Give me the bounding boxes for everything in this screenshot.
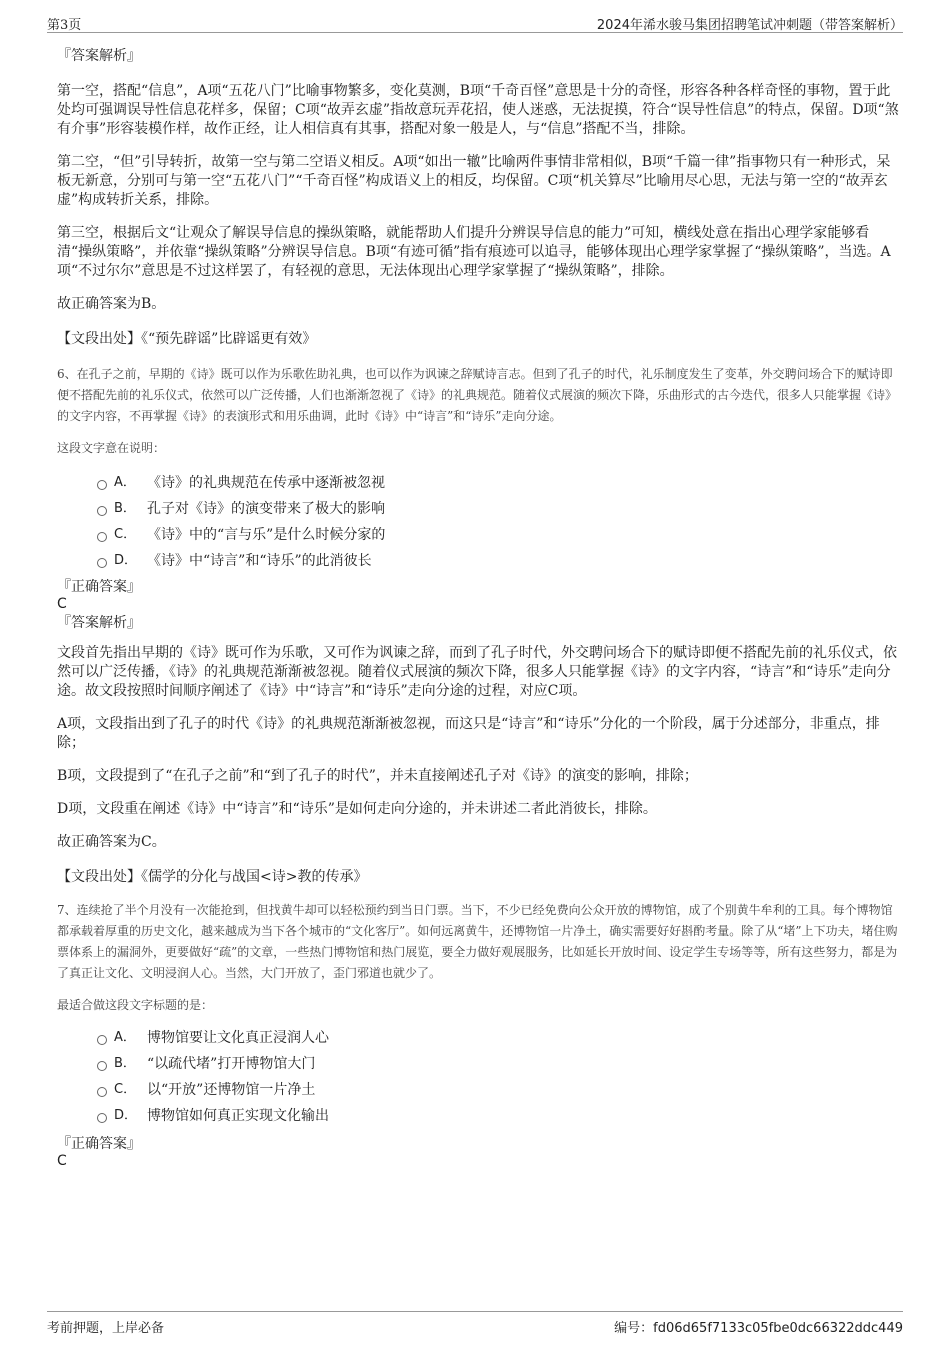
q5-conclusion: 故正确答案为B。 bbox=[57, 296, 166, 312]
option-text: 《诗》中的“言与乐”是什么时候分家的 bbox=[147, 527, 386, 543]
radio-icon[interactable] bbox=[97, 506, 107, 516]
option-letter: C． bbox=[114, 527, 137, 542]
q6-analysis-p3: B项，文段提到了“在孔子之前”和“到了孔子的时代”，并未直接阐述孔子对《诗》的演变的影响，排除； bbox=[57, 768, 698, 784]
q7-answer-label: 『正确答案』 bbox=[57, 1136, 141, 1152]
q7-option-b[interactable] bbox=[57, 1051, 900, 1077]
radio-icon[interactable] bbox=[97, 558, 107, 568]
option-text: 博物馆如何真正实现文化输出 bbox=[147, 1108, 329, 1124]
q6-analysis-p4: D项，文段重在阐述《诗》中“诗言”和“诗乐”是如何走向分途的，并未讲述二者此消彼长，排除。 bbox=[57, 801, 657, 817]
q5-analysis-label: 『答案解析』 bbox=[57, 48, 141, 64]
q7-option-d[interactable] bbox=[57, 1103, 900, 1129]
page-footer bbox=[47, 1311, 903, 1338]
radio-icon[interactable] bbox=[97, 532, 107, 542]
code-value: fd06d65f7133c05fbe0dc66322ddc449 bbox=[653, 1321, 903, 1336]
q5-analysis-p2: 第二空，“但”引导转折，故第一空与第二空语义相反。A项“如出一辙”比喻两件事情非常相似，B项“千篇一律”指事物只有一种形式，呆板无新意，分别可与第一空“五花八门”“千奇百怪”构成语义上的相反，均保留。C项“机关算尽”比喻用尽心思，无法与第一空的“故弄玄虚”构成转折关系，排除。 bbox=[57, 154, 891, 208]
q6-prompt: 这段文字意在说明： bbox=[57, 441, 166, 455]
footer-slogan: 考前押题，上岸必备 bbox=[47, 1321, 165, 1336]
option-letter: A． bbox=[114, 1030, 136, 1045]
page-header bbox=[47, 10, 903, 33]
option-letter: B． bbox=[114, 501, 136, 516]
q5-source: 【文段出处】《“预先辟谣”比辟谣更有效》 bbox=[57, 331, 317, 347]
option-text: 《诗》中“诗言”和“诗乐”的此消彼长 bbox=[147, 553, 372, 569]
q6-conclusion: 故正确答案为C。 bbox=[57, 834, 166, 850]
q5-analysis-p3: 第三空，根据后文“让观众了解误导信息的操纵策略，就能帮助人们提升分辨误导信息的能力”可知，横线处意在指出心理学家能够看清“操纵策略”，并依靠“操纵策略”分辨误导信息。B项“有迹可循”指有痕迹可以追寻，能够体现出心理学家掌握了“操纵策略”，当选。A项“不过尔尔”意思是不过这样罢了，有轻视的意思，无法体现出心理学家掌握了“操纵策略”，排除。 bbox=[57, 225, 891, 279]
page-content bbox=[57, 43, 900, 1169]
q6-answer-label: 『正确答案』 bbox=[57, 579, 141, 595]
q7-prompt: 最适合做这段文字标题的是： bbox=[57, 998, 214, 1012]
option-letter: C． bbox=[114, 1082, 137, 1097]
radio-icon[interactable] bbox=[97, 1035, 107, 1045]
radio-icon[interactable] bbox=[97, 1087, 107, 1097]
q6-option-d[interactable] bbox=[57, 548, 900, 574]
option-text: 博物馆要让文化真正浸润人心 bbox=[147, 1030, 329, 1046]
q7-question-text: 7、连续抢了半个月没有一次能抢到，但找黄牛却可以轻松预约到当日门票。当下，不少已经免费向公众开放的博物馆，成了个别黄牛牟利的工具。每个博物馆都承载着厚重的历史文化，越来越成为当下各个城市的“文化客厅”。如何远离黄牛，还博物馆一片净土，确实需要好好斟酌考量。除了从“堵”上下功夫，堵住购票体系上的漏洞外，更要做好“疏”的文章，一些热门博物馆和热门展览，要全力做好观展服务，比如延长开放时间、设定学生专场等等，所有这些努力，都是为了真正让文化、文明浸润人心。当然，大门开放了，歪门邪道也就少了。 bbox=[57, 903, 898, 980]
code-label: 编号： bbox=[614, 1321, 654, 1336]
q6-source: 【文段出处】《儒学的分化与战国<诗>教的传承》 bbox=[57, 869, 368, 885]
option-letter: B． bbox=[114, 1056, 136, 1071]
q6-question-text: 6、在孔子之前，早期的《诗》既可以作为乐歌佐助礼典，也可以作为讽谏之辞赋诗言志。但到了孔子的时代，礼乐制度发生了变革，外交聘问场合下的赋诗即便不搭配先前的礼乐仪式，依然可以广泛传播，人们也渐渐忽视了《诗》的礼典规范。随着仪式展演的频次下降，乐曲形式的古今迭代，很多人只能掌握《诗》的文字内容，不再掌握《诗》的表演形式和用乐曲调，此时《诗》中“诗言”和“诗乐”走向分途。 bbox=[57, 367, 898, 423]
q6-analysis-label: 『答案解析』 bbox=[57, 615, 141, 631]
option-text: “以疏代堵”打开博物馆大门 bbox=[147, 1056, 316, 1072]
page-number: 第3页 bbox=[47, 18, 82, 33]
option-letter: A． bbox=[114, 475, 136, 490]
q7-answer: C bbox=[57, 1153, 67, 1169]
q6-options bbox=[57, 470, 900, 574]
q6-option-c[interactable] bbox=[57, 522, 900, 548]
q6-option-a[interactable] bbox=[57, 470, 900, 496]
radio-icon[interactable] bbox=[97, 1113, 107, 1123]
q6-answer: C bbox=[57, 596, 67, 612]
q6-option-b[interactable] bbox=[57, 496, 900, 522]
q6-analysis-p1: 文段首先指出早期的《诗》既可作为乐歌，又可作为讽谏之辞，而到了孔子时代，外交聘问场合下的赋诗即便不搭配先前的礼乐仪式，依然可以广泛传播，《诗》的礼典规范渐渐被忽视。随着仪式展演的频次下降，很多人只能掌握《诗》的文字内容，“诗言”和“诗乐”走向分途。故文段按照时间顺序阐述了《诗》中“诗言”和“诗乐”走向分途的过程，对应C项。 bbox=[57, 645, 897, 699]
q7-option-a[interactable] bbox=[57, 1025, 900, 1051]
option-letter: D． bbox=[114, 1108, 138, 1123]
q7-option-c[interactable] bbox=[57, 1077, 900, 1103]
q5-analysis-p1: 第一空，搭配“信息”，A项“五花八门”比喻事物繁多，变化莫测，B项“千奇百怪”意思是十分的奇怪，形容各种各样奇怪的事物，置于此处均可强调误导性信息花样多，保留；C项“故弄玄虚”指故意玩弄花招，使人迷惑，无法捉摸，符合“误导性信息”的特点，保留。D项“煞有介事”形容装模作样，故作正经，让人相信真有其事，搭配对象一般是人，与“信息”搭配不当，排除。 bbox=[57, 83, 899, 137]
option-text: 以“开放”还博物馆一片净土 bbox=[147, 1082, 316, 1098]
q7-options bbox=[57, 1025, 900, 1129]
option-text: 《诗》的礼典规范在传承中逐渐被忽视 bbox=[147, 475, 385, 491]
document-title: 2024年浠水骏马集团招聘笔试冲刺题（带答案解析） bbox=[596, 18, 903, 33]
radio-icon[interactable] bbox=[97, 1061, 107, 1071]
document-code bbox=[614, 1317, 903, 1336]
radio-icon[interactable] bbox=[97, 480, 107, 490]
option-text: 孔子对《诗》的演变带来了极大的影响 bbox=[147, 501, 385, 517]
option-letter: D． bbox=[114, 553, 138, 568]
q6-analysis-p2: A项，文段指出到了孔子的时代《诗》的礼典规范渐渐被忽视，而这只是“诗言”和“诗乐”分化的一个阶段，属于分述部分，非重点，排除； bbox=[57, 716, 880, 751]
